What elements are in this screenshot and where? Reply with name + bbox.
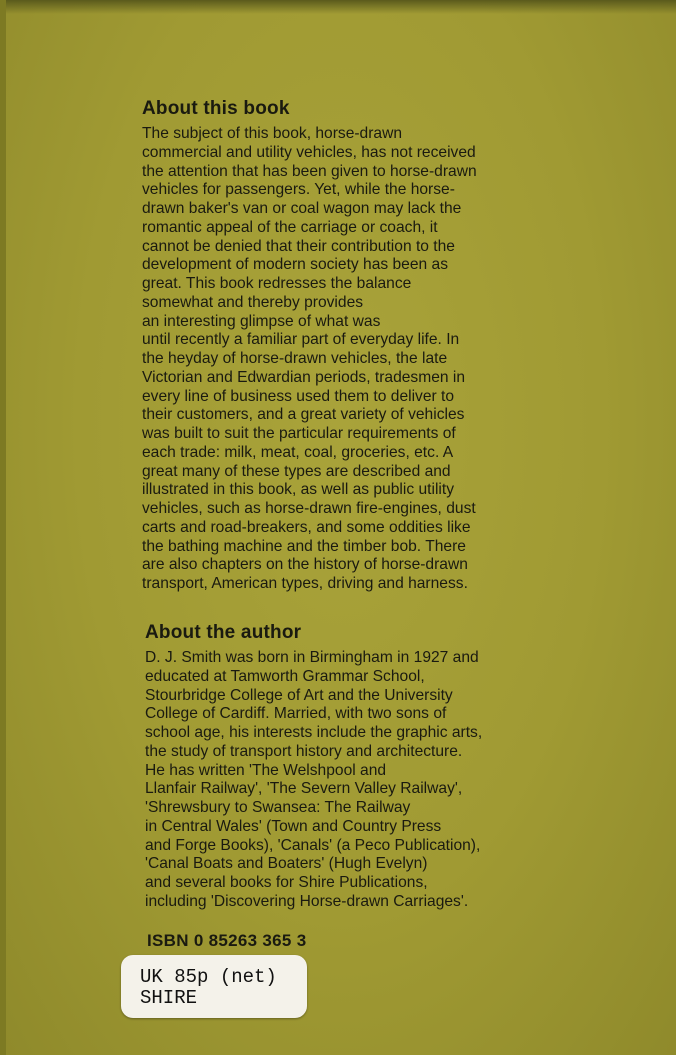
publisher-text: SHIRE [140,987,198,1009]
text-line: drawn baker's van or coal wagon may lack the [142,200,462,217]
text-line: development of modern society has been as [142,256,448,274]
text-line: illustrated in this book, as well as public utility [142,481,455,499]
text-line: vehicles, such as horse-drawn fire-engines, dust [142,500,476,517]
text-line: transport, American types, driving and harness. [142,575,468,592]
text-line: until recently a familiar part of everyday life. In [142,331,460,349]
about-book-heading: About this book [142,98,290,119]
text-line: school age, his interests include the graphic arts, [145,724,483,741]
text-line: each trade: milk, meat, coal, groceries, etc. A [142,443,454,461]
text-line: their customers, and a great variety of vehicles [142,406,465,424]
text-line: He has written 'The Welshpool and [145,761,387,779]
text-line: and Forge Books), 'Canals' (a Peco Publication), [145,836,481,854]
text-line: somewhat and thereby provides [142,293,364,311]
text-line: the study of transport history and architecture. [145,742,463,760]
about-author-heading: About the author [145,622,302,643]
text-line: carts and road-breakers, and some oddities like [142,518,471,536]
text-line: The subject of this book, horse-drawn [142,125,403,142]
text-line: Llanfair Railway', 'The Severn Valley Railway', [145,780,463,798]
text-line: in Central Wales' (Town and Country Press [145,817,442,835]
text-line: every line of business used them to deliver to [142,387,455,405]
text-line: 'Canal Boats and Boaters' (Hugh Evelyn) [145,855,428,873]
text-line: College of Cardiff. Married, with two sons of [145,705,447,723]
text-line: an interesting glimpse of what was [142,312,381,330]
text-line: commercial and utility vehicles, has not received [142,143,476,161]
text-line: 'Shrewsbury to Swansea: The Railway [145,799,411,816]
text-line: educated at Tamworth Grammar School, [145,667,425,685]
text-line: the heyday of horse-drawn vehicles, the late [142,350,448,367]
text-line: Victorian and Edwardian periods, tradesmen in [142,368,466,386]
text-line: great many of these types are described and [142,462,451,480]
text-line: Stourbridge College of Art and the University [145,686,453,704]
text-line: and several books for Shire Publications, [145,874,428,891]
cover-top-edge [6,0,676,14]
about-author-text [145,649,482,912]
text-line: great. This book redresses the balance [142,275,412,292]
price-text: UK 85p (net) [140,966,277,988]
text-line: including 'Discovering Horse-drawn Carriages'. [145,892,469,910]
price-sticker [121,955,307,1018]
text-line: D. J. Smith was born in Birmingham in 1927 and [145,649,479,666]
text-line: was built to suit the particular requirements of [142,425,456,442]
text-line: romantic appeal of the carriage or coach, it [142,218,438,236]
text-line: the bathing machine and the timber bob. There [142,537,466,555]
text-line: are also chapters on the history of horse-drawn [142,556,468,574]
about-book-text [142,125,477,594]
isbn-number: ISBN 0 85263 365 3 [147,931,307,950]
text-line: the attention that has been given to horse-drawn [142,162,477,180]
text-line: vehicles for passengers. Yet, while the horse- [142,181,455,199]
text-line: cannot be denied that their contribution to the [142,237,455,255]
